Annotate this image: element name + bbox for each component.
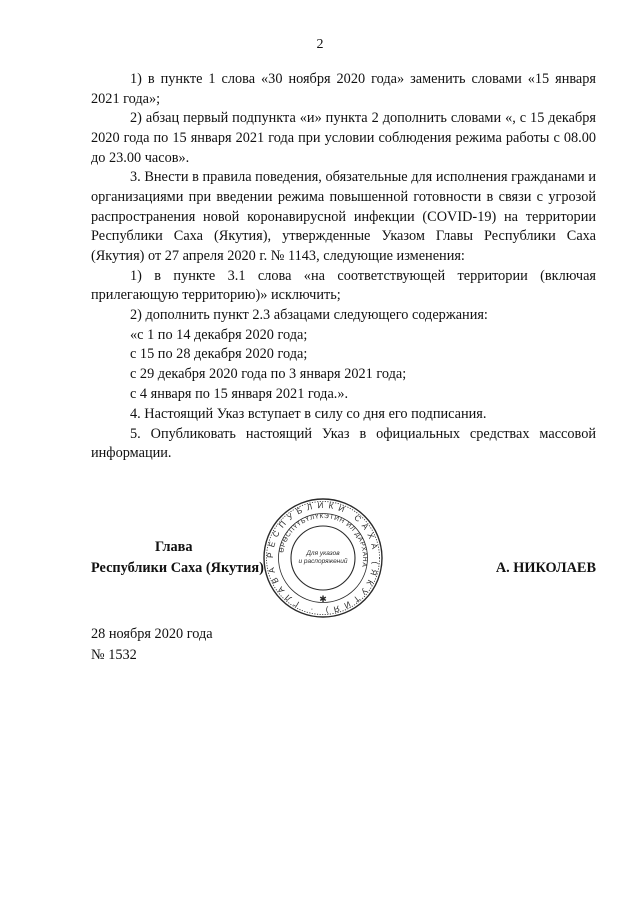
document-date: 28 ноября 2020 года [91, 626, 213, 642]
seal-inner-text: ӨРӨСПҮҮБҮЛҮКЭТИН ИЛ ДАРХАНА [278, 512, 369, 568]
period-line-2: с 15 по 28 декабря 2020 года; [130, 346, 308, 363]
seal-center-text: Для указов и распоряжений [298, 550, 348, 565]
seal-star-icon: ✱ [319, 595, 327, 605]
seal-outer-text: РЕСПУБЛИКИ САХА (ЯКУТИЯ) · ГЛАВА [265, 500, 381, 616]
paragraph-3-1: 1) в пункте 3.1 слова «на соответствующей территории (включая прилегающую территорию)» исключить; [91, 267, 596, 304]
paragraph-1-2: 2) абзац первый подпункта «и» пункта 2 дополнить словами «, с 15 декабря 2020 года по 15 января 2021 года при условии соблюдения режима работы с 08.00 до 23.00 часов». [91, 110, 596, 166]
paragraph-5: 5. Опубликовать настоящий Указ в официальных средствах массовой информации. [91, 425, 596, 462]
document-number: № 1532 [91, 647, 137, 663]
signatory-title-line-1: Глава [155, 539, 193, 555]
paragraph-1-1: 1) в пункте 1 слова «30 ноября 2020 года» заменить словами «15 января 2021 года»; [91, 71, 596, 107]
period-line-4: с 4 января по 15 января 2021 года.». [130, 386, 349, 402]
document-body [91, 70, 596, 464]
period-line-1: «с 1 по 14 декабря 2020 года; [130, 326, 308, 343]
signatory-title-line-2: Республики Саха (Якутия) [91, 560, 264, 576]
document-footer [91, 624, 213, 666]
official-seal [262, 497, 384, 619]
paragraph-3: 3. Внести в правила поведения, обязательные для исполнения гражданами и организациями при введении режима повышенной готовности в связи с угрозой распространения новой коронавирусной инфекции (COVID-19) на территории Республики Саха (Якутия), утвержденные Указом Главы Республики Саха (Якутия) от 27 апреля 2020 г. № 1143, следующие изменения: [91, 169, 596, 264]
paragraph-3-2: 2) дополнить пункт 2.3 абзацами следующего содержания: [130, 306, 488, 323]
signatory-name: А. НИКОЛАЕВ [495, 560, 596, 576]
signatory-title [91, 537, 281, 579]
period-line-3: с 29 декабря 2020 года по 3 января 2021 года; [130, 366, 407, 383]
page-number: 2 [316, 37, 324, 52]
paragraph-4: 4. Настоящий Указ вступает в силу со дня его подписания. [130, 405, 487, 422]
